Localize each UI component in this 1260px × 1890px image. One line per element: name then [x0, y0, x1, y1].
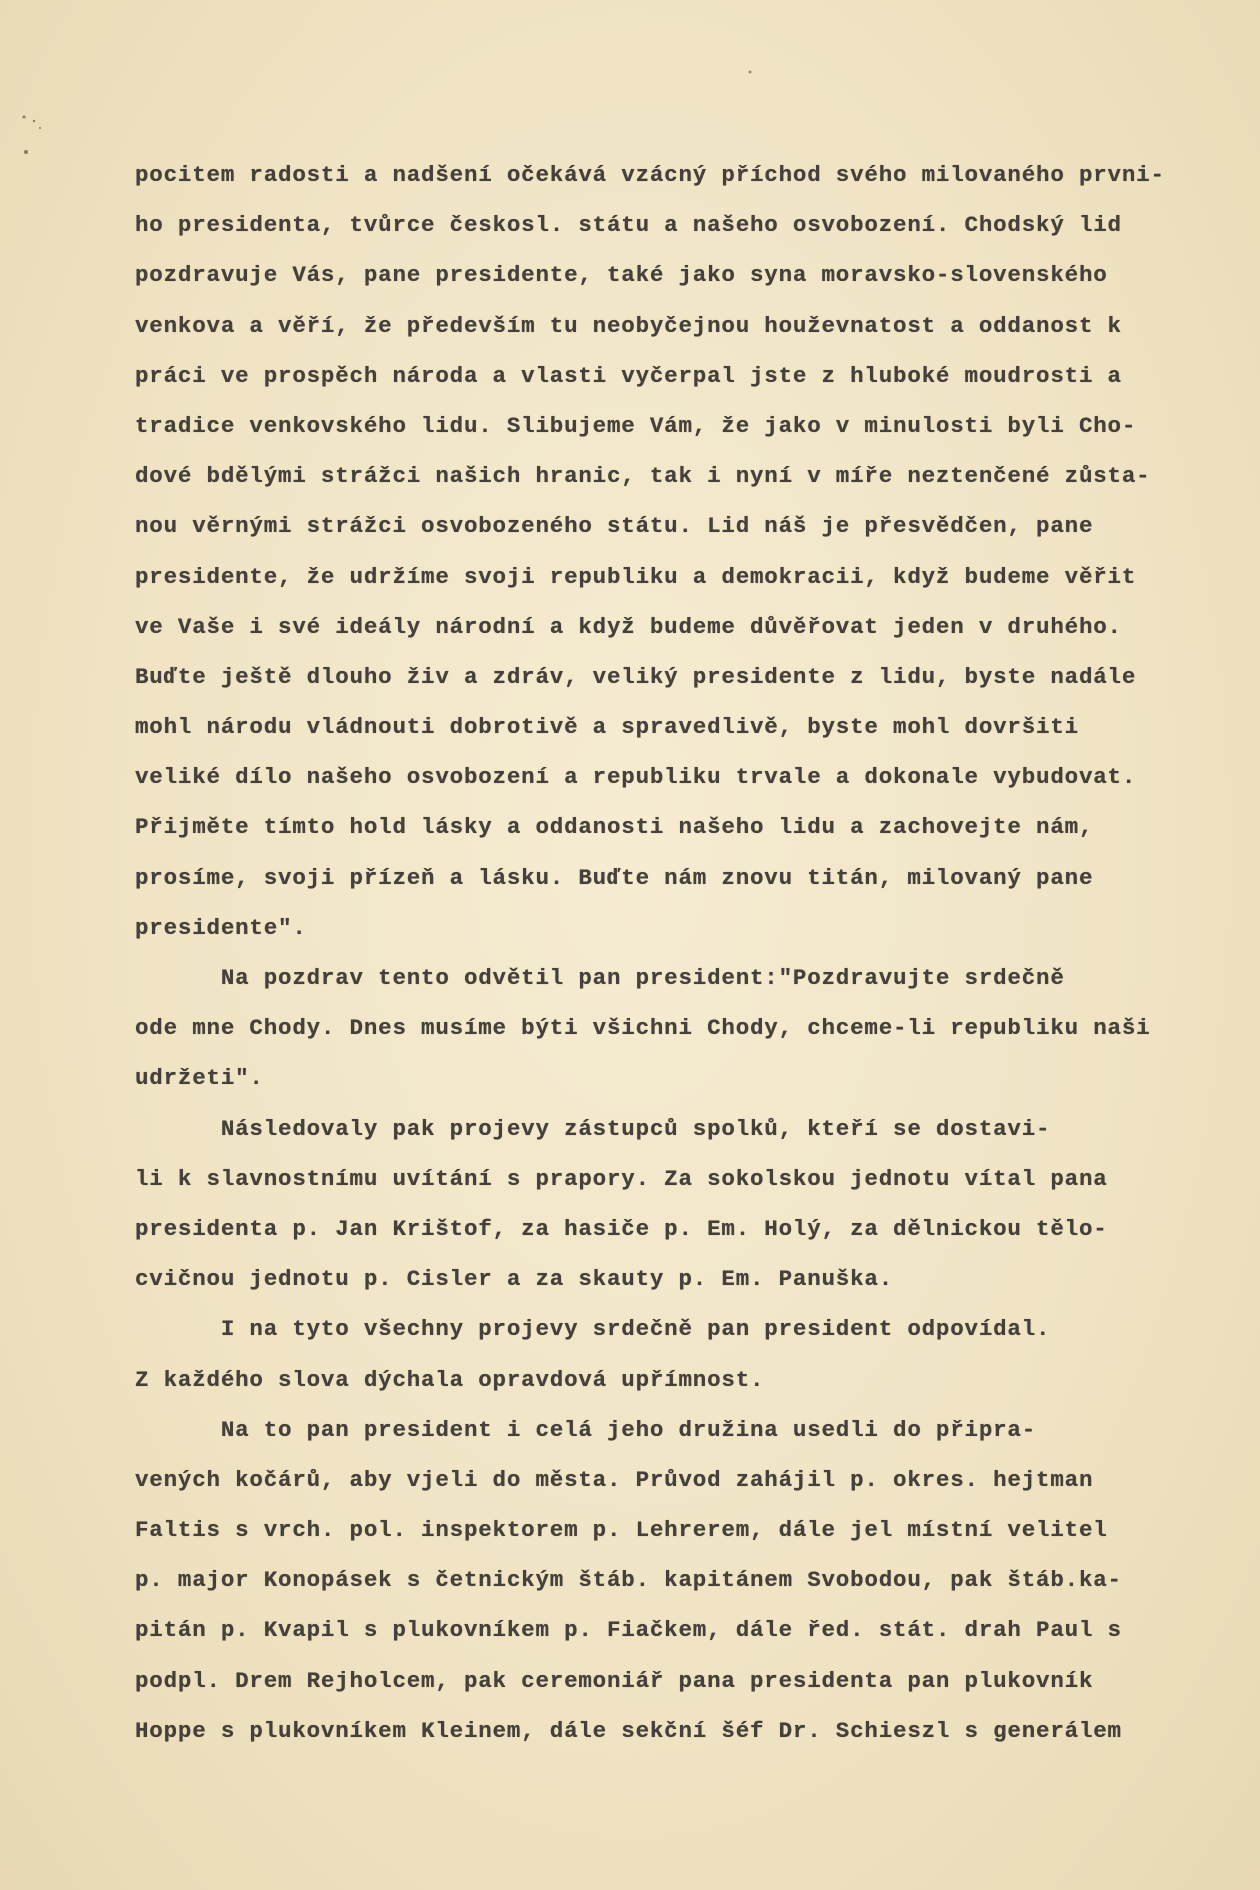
text-line: prosíme, svoji přízeň a lásku. Buďte nám znovu titán, milovaný pane [135, 864, 1094, 891]
text-line: nou věrnými strážci osvobozeného státu. Lid náš je přesvědčen, pane [135, 513, 1094, 540]
text-line: ode mne Chody. Dnes musíme býti všichni Chody, chceme-li republiku naši [135, 1015, 1151, 1042]
text-line: pitán p. Kvapil s plukovníkem p. Fiačkem, dále řed. stát. drah Paul s [135, 1617, 1122, 1644]
text-line: tradice venkovského lidu. Slibujeme Vám, že jako v minulosti byli Cho- [135, 412, 1137, 439]
text-line: Na pozdrav tento odvětil pan president:"Pozdravujte srdečně [135, 965, 1065, 991]
text-line: Z každého slova dýchala opravdová upřímnost. [135, 1366, 765, 1393]
text-line: Přijměte tímto hold lásky a oddanosti našeho lidu a zachovejte nám, [135, 814, 1094, 841]
text-line: Hoppe s plukovníkem Kleinem, dále sekční šéf Dr. Schieszl s generálem [135, 1717, 1122, 1744]
text-line: Na to pan president i celá jeho družina usedli do připra- [135, 1416, 1037, 1443]
text-line: Buďte ještě dlouho živ a zdráv, veliký presidente z lidu, byste nadále [135, 663, 1137, 690]
text-line: dové bdělými strážci našich hranic, tak i nyní v míře neztenčené zůsta- [135, 463, 1151, 490]
text-line: cvičnou jednotu p. Cisler a za skauty p. Em. Panuška. [135, 1266, 894, 1293]
text-line: vených kočárů, aby vjeli do města. Průvod zahájil p. okres. hejtman [135, 1466, 1094, 1493]
text-line: presidente, že udržíme svoji republiku a demokracii, když budeme věřit [135, 563, 1137, 590]
text-line: ho presidenta, tvůrce českosl. státu a našeho osvobození. Chodský lid [135, 212, 1122, 239]
typed-text-block [135, 150, 1215, 1756]
text-line: pocitem radosti a nadšení očekává vzácný příchod svého milovaného prvni- [135, 162, 1165, 188]
text-line: mohl národu vládnouti dobrotivě a spravedlivě, byste mohl dovršiti [135, 714, 1079, 741]
text-line: pozdravuje Vás, pane presidente, také jako syna moravsko-slovenského [135, 262, 1108, 289]
text-line: venkova a věří, že především tu neobyčejnou houževnatost a oddanost k [135, 312, 1122, 339]
text-line: li k slavnostnímu uvítání s prapory. Za sokolskou jednotu vítal pana [135, 1165, 1108, 1192]
text-line: ve Vaše i své ideály národní a když budeme důvěřovat jeden v druhého. [135, 613, 1122, 640]
text-line: práci ve prospěch národa a vlasti vyčerpal jste z hluboké moudrosti a [135, 362, 1122, 389]
text-line: I na tyto všechny projevy srdečně pan president odpovídal. [135, 1316, 1051, 1343]
text-line: Faltis s vrch. pol. inspektorem p. Lehrerem, dále jel místní velitel [135, 1517, 1108, 1544]
text-line: veliké dílo našeho osvobození a republiku trvale a dokonale vybudovat. [135, 764, 1137, 791]
text-line: Následovaly pak projevy zástupců spolků, kteří se dostavi- [135, 1115, 1051, 1142]
text-line: podpl. Drem Rejholcem, pak ceremoniář pana presidenta pan plukovník [135, 1667, 1094, 1694]
text-line: presidenta p. Jan Krištof, za hasiče p. Em. Holý, za dělnickou tělo- [135, 1215, 1108, 1242]
text-line: presidente". [135, 914, 307, 941]
text-line: udržeti". [135, 1065, 264, 1092]
text-line: p. major Konopásek s četnickým štáb. kapitánem Svobodou, pak štáb.ka- [135, 1567, 1122, 1594]
